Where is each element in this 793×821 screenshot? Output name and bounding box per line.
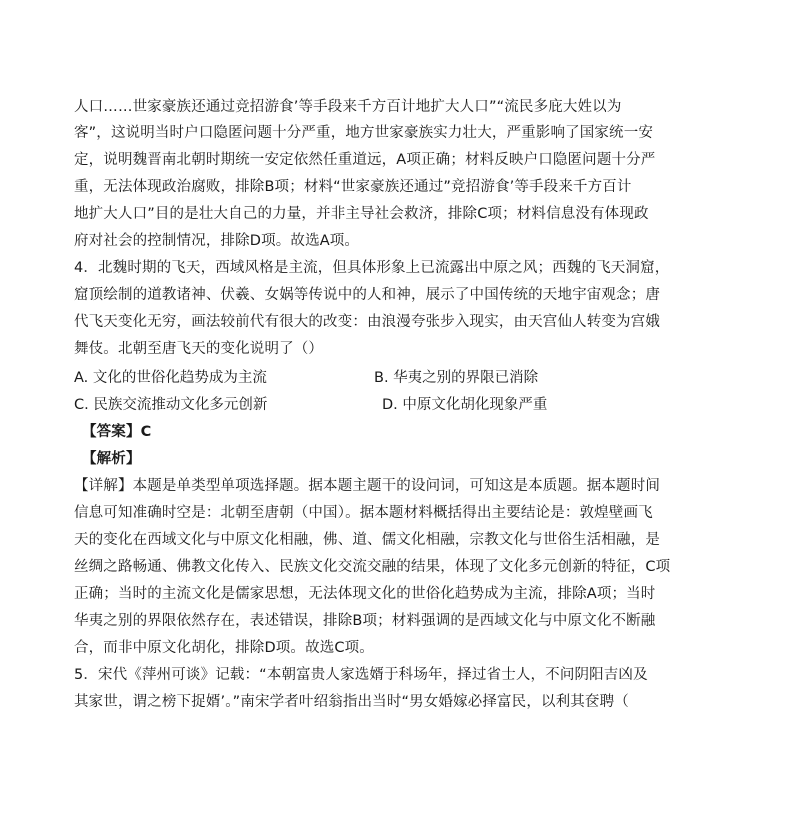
text-line-2: 客”，这说明当时户口隐匿问题十分严重，地方世家豪族实力壮大，严重影响了国家统一安	[74, 125, 654, 141]
question-5-line-1: 5．宋代《萍州可谈》记载：“本朝富贵人家选婿于科场年，择过省士人，不问阴阳吉凶及	[74, 667, 648, 683]
detail-line-4: 丝绸之路畅通、佛教文化传入、民族文化交流交融的结果，体现了文化多元创新的特征，C项	[74, 559, 671, 575]
text-line-3: 定，说明魏晋南北朝时期统一安定依然任重道远，A项正确；材料反映户口隐匿问题十分严	[74, 152, 656, 168]
detail-line-2: 信息可知准确时空是：北朝至唐朝（中国）。据本题材料概括得出主要结论是：敦煌壁画飞	[74, 505, 653, 521]
option-a: A. 文化的世俗化趋势成为主流	[74, 370, 267, 386]
question-4-stem-line-3: 代飞天变化无穷，画法较前代有很大的改变：由浪漫夸张步入现实，由天宫仙人转变为宫娥	[74, 314, 660, 330]
question-5-line-2: 其家世，谓之榜下捉婿’。”南宋学者叶绍翁指出当时“男女婚嫁必择富民，以利其奁聘（	[74, 694, 629, 710]
detail-line-1: 【详解】本题是单类型单项选择题。据本题主题干的设问词，可知这是本质题。据本题时间	[74, 478, 660, 494]
text-line-5: 地扩大人口”目的是壮大自己的力量，并非主导社会救济，排除C项；材料信息没有体现政	[74, 206, 649, 222]
question-4-stem-line-4: 舞伎。北朝至唐飞天的变化说明了（）	[74, 341, 324, 357]
analysis-label: 【解析】	[82, 451, 141, 467]
option-b: B. 华夷之别的界限已消除	[374, 370, 539, 386]
question-4-stem-line-2: 窟顶绘制的道教诸神、伏羲、女娲等传说中的人和神，展示了中国传统的天地宇宙观念；唐	[74, 287, 660, 303]
detail-line-5: 正确；当时的主流文化是儒家思想，无法体现文化的世俗化趋势成为主流，排除A项；当时	[74, 586, 656, 602]
detail-line-7: 合，而非中原文化胡化，排除D项。故选C项。	[74, 640, 374, 656]
question-4-stem-line-1: 4．北魏时期的飞天，西域风格是主流，但具体形象上已流露出中原之风；西魏的飞天洞窟，	[74, 260, 670, 276]
detail-line-6: 华夷之别的界限依然存在，表述错误，排除B项；材料强调的是西域文化与中原文化不断融	[74, 613, 656, 629]
detail-line-3: 天的变化在西域文化与中原文化相融，佛、道、儒文化相融，宗教文化与世俗生活相融，是	[74, 532, 660, 548]
option-c: C. 民族交流推动文化多元创新	[74, 397, 268, 413]
text-line-6: 府对社会的控制情况，排除D项。故选A项。	[74, 233, 360, 249]
option-d: D. 中原文化胡化现象严重	[382, 397, 548, 413]
text-line-1: 人口……世家豪族还通过竞招游食’等手段来千方百计地扩大人口”“流民多庇大姓以为	[74, 99, 622, 115]
answer-label: 【答案】C	[82, 424, 152, 440]
text-line-4: 重，无法体现政治腐败，排除B项；材料“世家豪族还通过”竞招游食’等手段来千方百计	[74, 179, 632, 195]
